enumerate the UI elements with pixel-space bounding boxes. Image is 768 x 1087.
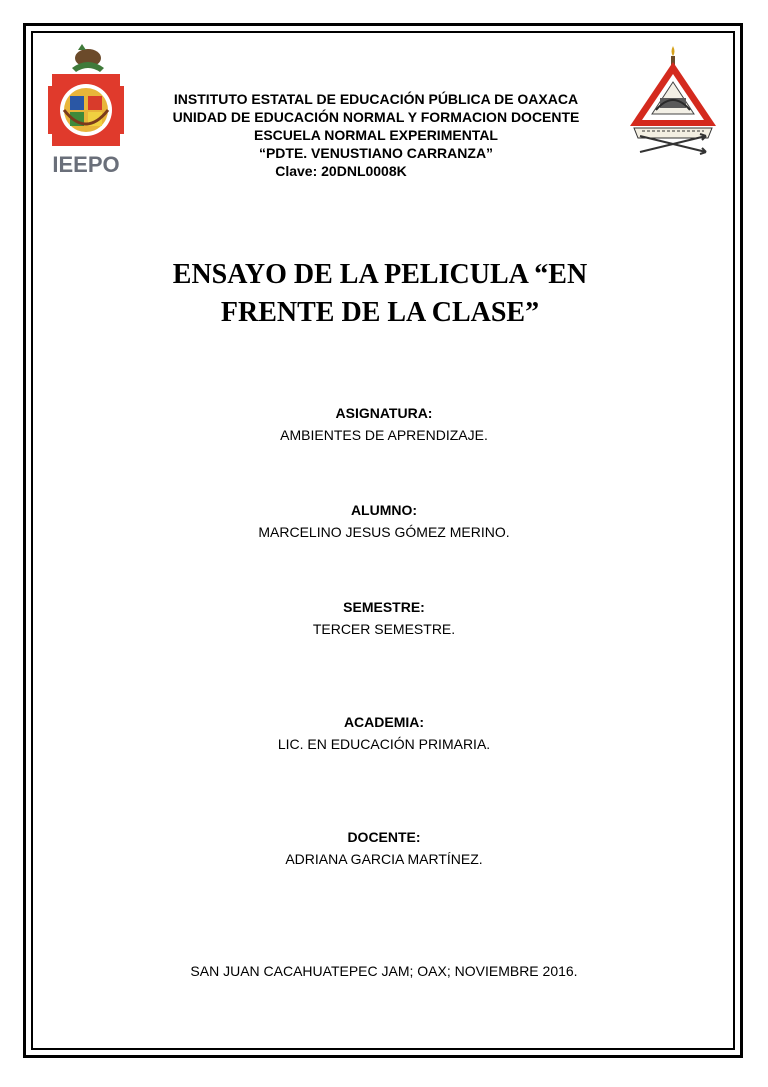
- place-date-footer: SAN JUAN CACAHUATEPEC JAM; OAX; NOVIEMBRE 2016.: [190, 963, 578, 979]
- title-line-2: FRENTE DE LA CLASE”: [220, 297, 540, 328]
- title-line-1: ENSAYO DE LA PELICULA “EN: [172, 259, 588, 290]
- semestre-value: TERCER SEMESTRE.: [312, 621, 456, 637]
- school-crest-icon: [628, 44, 718, 156]
- header-line-4: “PDTE. VENUSTIANO CARRANZA”: [258, 145, 494, 161]
- docente-block: [100, 826, 668, 870]
- docente-value: ADRIANA GARCIA MARTÍNEZ.: [285, 851, 483, 867]
- academia-value: LIC. EN EDUCACIÓN PRIMARIA.: [277, 736, 491, 752]
- alumno-block: [100, 499, 668, 543]
- academia-label: ACADEMIA:: [343, 714, 425, 730]
- alumno-value: MARCELINO JESUS GÓMEZ MERINO.: [258, 524, 510, 540]
- header-line-3: ESCUELA NORMAL EXPERIMENTAL: [254, 127, 498, 143]
- ieepo-logo-text: IEEPO: [52, 152, 120, 177]
- semestre-block: [100, 596, 668, 640]
- asignatura-block: [100, 402, 668, 446]
- asignatura-value: AMBIENTES DE APRENDIZAJE.: [280, 427, 488, 443]
- academia-block: [100, 711, 668, 755]
- institution-header: [148, 90, 604, 180]
- asignatura-label: ASIGNATURA:: [335, 405, 433, 421]
- ieepo-logo-icon: [48, 42, 124, 178]
- semestre-label: SEMESTRE:: [343, 599, 425, 615]
- alumno-label: ALUMNO:: [350, 502, 418, 518]
- header-line-1: INSTITUTO ESTATAL DE EDUCACIÓN PÚBLICA DE OAXACA: [173, 91, 579, 107]
- header-line-5: Clave: 20DNL0008K: [275, 163, 407, 179]
- document-title: [120, 256, 640, 332]
- docente-label: DOCENTE:: [347, 829, 421, 845]
- header-line-2: UNIDAD DE EDUCACIÓN NORMAL Y FORMACION DOCENTE: [172, 109, 580, 125]
